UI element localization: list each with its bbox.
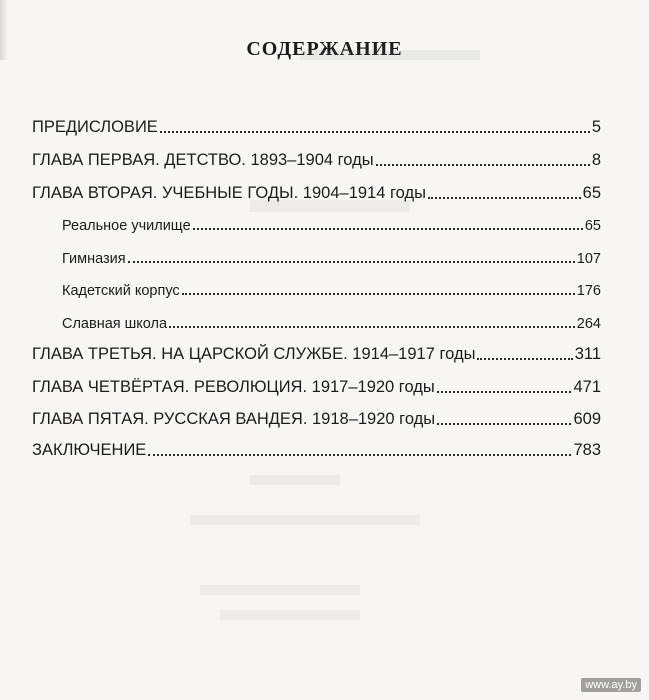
- toc-entry-page: 311: [574, 345, 601, 363]
- dot-leader: [376, 164, 590, 166]
- dot-leader: [169, 326, 575, 328]
- dot-leader: [428, 197, 581, 199]
- toc-entry-chapter-3: [32, 345, 601, 364]
- page-title: СОДЕРЖАНИЕ: [246, 38, 403, 60]
- bleed-through-mark: [190, 515, 420, 525]
- toc-entry-label: ГЛАВА ТРЕТЬЯ. НА ЦАРСКОЙ СЛУЖБЕ. 1914–1917 годы: [32, 345, 476, 363]
- watermark: www.ay.by: [581, 678, 641, 692]
- toc-entry-conclusion: [32, 441, 601, 460]
- toc-entry-label: ГЛАВА ПЯТАЯ. РУССКАЯ ВАНДЕЯ. 1918–1920 годы: [32, 410, 436, 428]
- toc-entry-page: 65: [584, 218, 601, 234]
- toc-entry-label: Реальное училище: [62, 218, 191, 234]
- toc-entry-page: 8: [591, 151, 601, 169]
- bleed-through-mark: [220, 610, 360, 620]
- toc-entry-page: 783: [573, 441, 601, 459]
- toc-entry-page: 176: [576, 283, 601, 299]
- toc-entry-page: 5: [591, 118, 601, 136]
- toc-entry-label: ЗАКЛЮЧЕНИЕ: [32, 441, 147, 459]
- dot-leader: [437, 391, 572, 393]
- toc-entry-label: Кадетский корпус: [62, 283, 180, 299]
- toc-entry-page: 471: [573, 378, 601, 396]
- dot-leader: [477, 358, 572, 360]
- dot-leader: [148, 454, 571, 456]
- toc-entry-label: ГЛАВА ПЕРВАЯ. ДЕТСТВО. 1893–1904 годы: [32, 151, 374, 169]
- bleed-through-mark: [250, 475, 340, 485]
- dot-leader: [160, 131, 590, 133]
- toc-entry-page: 264: [576, 316, 601, 332]
- dot-leader: [437, 423, 571, 425]
- bleed-through-mark: [300, 50, 480, 60]
- toc-entry-page: 107: [576, 251, 601, 267]
- dot-leader: [128, 261, 575, 263]
- bleed-through-mark: [250, 200, 410, 212]
- bleed-through-mark: [200, 585, 360, 595]
- toc-entry-page: 65: [582, 184, 601, 202]
- toc-entry-preface: [32, 118, 601, 137]
- toc-subentry-glorious-school: [62, 316, 601, 332]
- toc-entry-label: ГЛАВА ВТОРАЯ. УЧЕБНЫЕ ГОДЫ. 1904–1914 годы: [32, 184, 426, 202]
- toc-subentry-cadet-corps: [62, 283, 601, 299]
- toc-entry-chapter-1: [32, 151, 601, 170]
- toc-entry-label: ГЛАВА ЧЕТВЁРТАЯ. РЕВОЛЮЦИЯ. 1917–1920 годы: [32, 378, 435, 396]
- toc-entry-chapter-4: [32, 378, 601, 397]
- toc-entry-label: Славная школа: [62, 316, 168, 332]
- toc-subentry-realschool: [62, 218, 601, 234]
- toc-entry-label: ПРЕДИСЛОВИЕ: [32, 118, 158, 136]
- dot-leader: [193, 228, 583, 230]
- toc-subentry-gymnasium: [62, 251, 601, 267]
- toc-entry-chapter-5: [32, 410, 601, 429]
- toc-entry-label: Гимназия: [62, 251, 126, 267]
- toc-entry-page: 609: [573, 410, 601, 428]
- dot-leader: [182, 293, 575, 295]
